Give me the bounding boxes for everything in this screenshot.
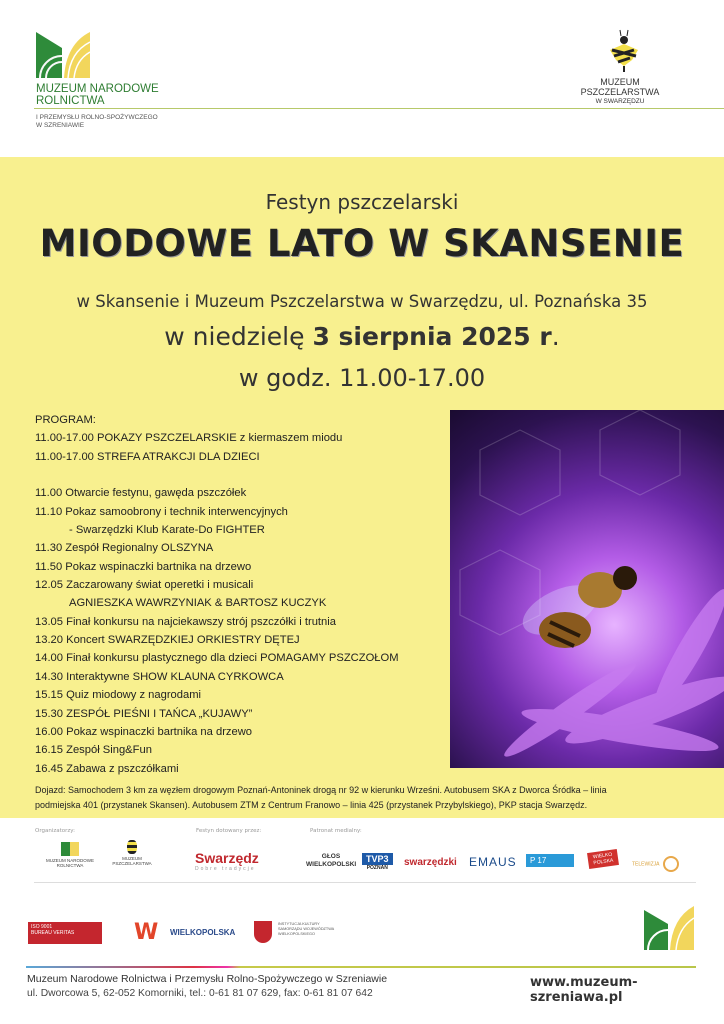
program-item: 11.30 Zespół Regionalny OLSZYNA: [35, 542, 214, 555]
program-item: 15.15 Quiz miodowy z nagrodami: [35, 689, 202, 702]
institution-label: INSTYTUCJA KULTURY SAMORZĄDU WOJEWÓDZTWA WIELKOPOLSKIEGO: [278, 922, 334, 936]
program-spacer: [35, 466, 399, 484]
program-item: 14.30 Interaktywne SHOW KLAUNA CYRKOWCA: [35, 670, 284, 683]
program-item: 11.00-17.00 POKAZY PSZCZELARSKIE z kiermaszem miodu: [35, 432, 343, 445]
event-title: MIODOWE LATO W SKANSENIE: [39, 222, 685, 265]
media-logo-glos[interactable]: GŁOS WIELKOPOLSKI: [306, 853, 357, 868]
media-logo-telewizja[interactable]: TELEWIZJA: [632, 856, 679, 872]
mnr-logo: [36, 30, 90, 78]
program-item: 13.20 Koncert SWARZĘDZKIEJ ORKIESTRY DĘTEJ: [35, 634, 300, 647]
program-item: 12.05 Zaczarowany świat operetki i musicali: [35, 579, 254, 592]
mnr-footer-logo: [644, 906, 694, 950]
bee-mini-icon: [127, 840, 137, 854]
program-item: 11.00-17.00 STREFA ATRAKCJI DLA DZIECI: [35, 450, 260, 463]
program-heading: PROGRAM:: [35, 414, 96, 426]
program-item: 15.30 ZESPÓŁ PIEŚNI I TAŃCA „KUJAWY”: [35, 707, 253, 720]
header-divider: [34, 108, 724, 109]
organizers-label: Organizatorzy:: [35, 828, 76, 834]
directions-line: Dojazd: Samochodem 3 km za węzłem drogowym Poznań-Antoninek drogą nr 92 w kierunku Wrześni. Autobusem SKA z Dworca Śródka – linia: [35, 785, 607, 795]
program-item: 16.15 Zespół Sing&Fun: [35, 744, 152, 757]
program-item: 13.05 Finał konkursu na najciekawszy strój pszczółki i trutnia: [35, 615, 336, 628]
telewizja-circle-icon: [663, 856, 679, 872]
event-hours: w godz. 11.00-17.00: [238, 364, 486, 392]
footer-website-link[interactable]: www.muzeum-szreniawa.pl: [530, 975, 638, 1005]
funder-logo-swarzedz[interactable]: Swarzędz Dobre tradycje: [195, 850, 259, 872]
directions: [35, 783, 715, 813]
program-list: [35, 411, 399, 778]
bee-logo-icon: [604, 28, 644, 72]
footer-colored-line: [26, 966, 696, 968]
event-location: w Skansenie i Muzeum Pszczelarstwa w Swarzędzu, ul. Poznańska 35: [76, 292, 648, 311]
program-item: 16.00 Pokaz wspinaczki bartnika na drzewo: [35, 725, 253, 738]
footer-museum-name: Muzeum Narodowe Rolnictwa i Przemysłu Rolno-Spożywczego w Szreniawie: [27, 973, 388, 985]
funded-label: Festyn dotowany przez:: [196, 828, 262, 834]
bee-museum-name: MUZEUM PSZCZELARSTWA W SWARZĘDZU: [580, 77, 660, 105]
mnr-logo-sub: I PRZEMYSŁU ROLNO-SPOŻYWCZEGO W SZRENIAWIE: [36, 114, 158, 129]
organizer-logo-bee[interactable]: MUZEUM PSZCZELARSTWA: [112, 840, 152, 866]
media-logo-tvp3[interactable]: TVP3 POZNAŃ: [362, 853, 393, 871]
media-label: Patronat medialny:: [310, 828, 362, 834]
media-logo-emaus[interactable]: EMAUS: [469, 855, 517, 869]
program-item: 16.45 Zabawa z pszczółkami: [35, 762, 179, 775]
mnr-mini-icon: [61, 842, 79, 856]
media-logo-wielkopolska[interactable]: WIELKO POLSKA: [587, 849, 619, 869]
mnr-logo-name: MUZEUM NARODOWE ROLNICTWA: [36, 83, 159, 107]
program-item: 14.00 Finał konkursu plastycznego dla dzieci POMAGAMY PSZCZOŁOM: [35, 652, 399, 665]
program-item: 11.00 Otwarcie festynu, gawęda pszczółek: [35, 487, 247, 500]
sponsors-divider: [34, 882, 696, 883]
organizer-logo-mnr[interactable]: MUZEUM NARODOWE ROLNICTWA: [35, 842, 105, 868]
media-logo-tygodnik[interactable]: swarzędzki: [404, 857, 457, 868]
directions-line: podmiejska 401 (przystanek Skansen). Autobusem ZTM z Centrum Franowo – linia 425 (przystanek Przybylskiego), PKP stacja Swarzędz.: [35, 800, 588, 810]
wielkopolska-label: WIELKOPOLSKA: [170, 928, 236, 937]
bee-on-flower-photo: [450, 410, 724, 768]
media-logo-p17[interactable]: P 17: [526, 854, 574, 867]
footer-address: ul. Dworcowa 5, 62-052 Komorniki, tel.: 0-61 81 07 629, fax: 0-61 81 07 642: [27, 988, 373, 999]
date-suffix: .: [551, 322, 560, 351]
event-date: [0, 322, 724, 351]
program-item: - Swarzędzki Klub Karate-Do FIGHTER: [69, 524, 265, 537]
iso-badge: ISO 9001 BUREAU VERITAS: [28, 922, 102, 944]
program-item: 11.10 Pokaz samoobrony i technik interwencyjnych: [35, 505, 288, 518]
date-prefix: w niedzielę: [164, 322, 313, 351]
date-bold: 3 sierpnia 2025 r: [312, 322, 552, 351]
event-subtitle: Festyn pszczelarski: [265, 190, 459, 214]
coat-of-arms-icon: [254, 921, 272, 943]
program-item: AGNIESZKA WAWRZYNIAK & BARTOSZ KUCZYK: [69, 597, 327, 610]
program-item: 11.50 Pokaz wspinaczki bartnika na drzewo: [35, 560, 252, 573]
wielkopolska-w-icon: W: [134, 920, 159, 945]
